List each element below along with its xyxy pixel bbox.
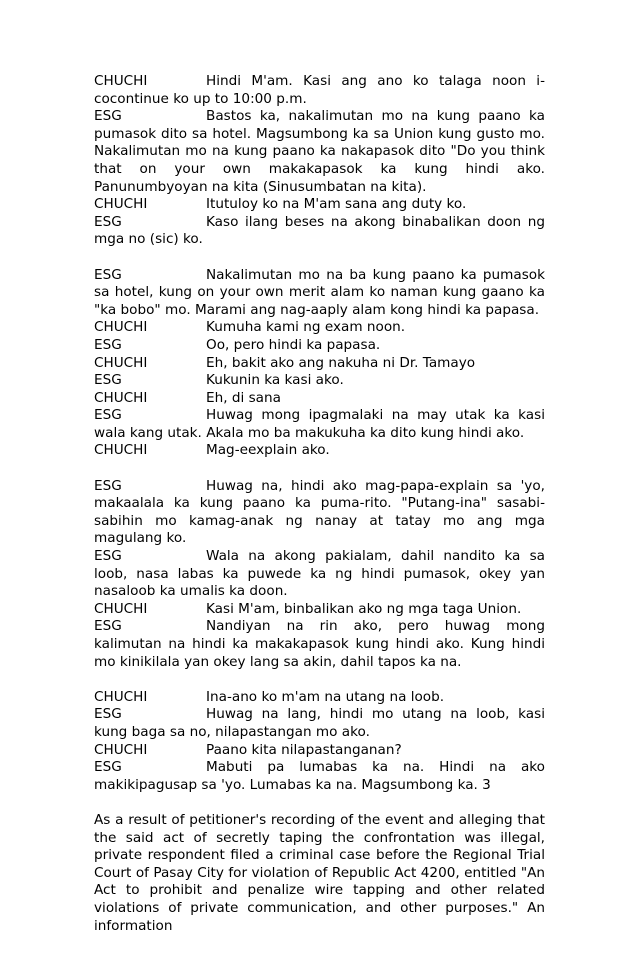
dialogue-text: Nakalimutan mo na ba kung paano ka pumasok sa hotel, kung on your own merit alam ko naman kung gaano ka "ka bobo" mo. Marami ang nag-aaply alam kong hindi ka papasa. bbox=[94, 266, 545, 318]
speaker-name: CHUCHI bbox=[94, 600, 148, 617]
speaker-name: ESG bbox=[94, 759, 122, 776]
dialogue-text: Huwag na, hindi ako mag-papa-explain sa 'yo, makaalala ka kung paano ka puma-rito. "Putang-ina" sasabi-sabihin mo kamag-anak ng nanay at tatay mo ang mga magulang ko. bbox=[94, 477, 545, 547]
dialogue-line bbox=[94, 214, 545, 249]
document-page bbox=[94, 73, 545, 935]
speaker-name: CHUCHI bbox=[94, 354, 148, 371]
dialogue-text: Paano kita nilapastanganan? bbox=[206, 741, 402, 758]
speaker-name: CHUCHI bbox=[94, 389, 148, 406]
dialogue-line bbox=[94, 319, 545, 337]
dialogue-line bbox=[94, 108, 545, 196]
dialogue-text: Mag-eexplain ako. bbox=[206, 442, 330, 459]
dialogue-block-4 bbox=[94, 689, 545, 795]
speaker-name: CHUCHI bbox=[94, 73, 148, 89]
speaker-name: ESG bbox=[94, 372, 122, 389]
dialogue-line bbox=[94, 337, 545, 355]
dialogue-line bbox=[94, 548, 545, 601]
dialogue-line bbox=[94, 407, 545, 442]
dialogue-text: Eh, bakit ako ang nakuha ni Dr. Tamayo bbox=[206, 354, 476, 371]
speaker-name: CHUCHI bbox=[94, 741, 148, 758]
dialogue-text: Kukunin ka kasi ako. bbox=[206, 372, 344, 389]
dialogue-line bbox=[94, 689, 545, 707]
speaker-name: CHUCHI bbox=[94, 442, 148, 459]
dialogue-text: Kasi M'am, binbalikan ako ng mga taga Union. bbox=[206, 600, 522, 617]
dialogue-text: Huwag mong ipagmalaki na may utak ka kasi wala kang utak. Akala mo ba makukuha ka dito kung hindi ako. bbox=[94, 407, 545, 441]
dialogue-line bbox=[94, 742, 545, 760]
dialogue-text: Eh, di sana bbox=[206, 389, 281, 406]
speaker-name: ESG bbox=[94, 706, 122, 723]
speaker-name: CHUCHI bbox=[94, 319, 148, 336]
dialogue-text: Ina-ano ko m'am na utang na loob. bbox=[206, 688, 445, 705]
dialogue-text: Kumuha kami ng exam noon. bbox=[206, 319, 406, 336]
speaker-name: ESG bbox=[94, 266, 122, 283]
dialogue-line bbox=[94, 372, 545, 390]
dialogue-text: Wala na akong pakialam, dahil nandito ka sa loob, nasa labas ka puwede ka ng hindi pumasok, okey yan nasaloob ka umalis ka doon. bbox=[94, 548, 545, 600]
dialogue-line bbox=[94, 759, 545, 794]
dialogue-text: Oo, pero hindi ka papasa. bbox=[206, 336, 381, 353]
dialogue-block-3 bbox=[94, 478, 545, 672]
dialogue-line bbox=[94, 601, 545, 619]
dialogue-line bbox=[94, 355, 545, 373]
speaker-name: CHUCHI bbox=[94, 196, 148, 213]
dialogue-line bbox=[94, 442, 545, 460]
speaker-name: ESG bbox=[94, 407, 122, 424]
speaker-name: ESG bbox=[94, 336, 122, 353]
dialogue-text: Itutuloy ko na M'am sana ang duty ko. bbox=[206, 196, 467, 213]
dialogue-line bbox=[94, 390, 545, 408]
dialogue-block-1 bbox=[94, 73, 545, 249]
dialogue-line bbox=[94, 73, 545, 108]
dialogue-line bbox=[94, 478, 545, 548]
speaker-name: ESG bbox=[94, 477, 122, 494]
speaker-name: ESG bbox=[94, 618, 122, 635]
speaker-name: ESG bbox=[94, 213, 122, 230]
dialogue-text: Nandiyan na rin ako, pero huwag mong kalimutan na hindi ka makakapasok kung hindi ako. Kung hindi mo kinikilala yan okey lang sa akin, dahil tapos ka na. bbox=[94, 618, 545, 670]
speaker-name: ESG bbox=[94, 548, 122, 565]
block-spacer bbox=[94, 794, 545, 812]
block-spacer bbox=[94, 671, 545, 689]
block-spacer bbox=[94, 249, 545, 267]
dialogue-text: Bastos ka, nakalimutan mo na kung paano ka pumasok dito sa hotel. Magsumbong ka sa Union kung gusto mo. Nakalimutan mo na kung paano ka nakapasok dito "Do you think that on your own makakapasok ka kung hindi ako. Panunumbyoyan na kita (Sinusumbatan na kita). bbox=[94, 108, 545, 195]
dialogue-text: Kaso ilang beses na akong binabalikan doon ng mga no (sic) ko. bbox=[94, 213, 545, 248]
dialogue-line bbox=[94, 706, 545, 741]
dialogue-text: Mabuti pa lumabas ka na. Hindi na ako makikipagusap sa 'yo. Lumabas ka na. Magsumbong ka. 3 bbox=[94, 759, 545, 793]
speaker-name: ESG bbox=[94, 108, 122, 125]
speaker-name: CHUCHI bbox=[94, 688, 148, 705]
dialogue-line bbox=[94, 618, 545, 671]
closing-paragraph: As a result of petitioner's recording of the event and alleging that the said act of secretly taping the confrontation was illegal, private respondent filed a criminal case before the Regional Trial Court of Pasay City for violation of Republic Act 4200, entitled "An Act to prohibit and penalize wire tapping and other related violations of private communication, and other purposes." An information bbox=[94, 811, 545, 934]
dialogue-text: Hindi M'am. Kasi ang ano ko talaga noon i-cocontinue ko up to 10:00 p.m. bbox=[94, 73, 545, 107]
block-spacer bbox=[94, 460, 545, 478]
dialogue-line bbox=[94, 196, 545, 214]
dialogue-text: Huwag na lang, hindi mo utang na loob, kasi kung baga sa no, nilapastangan mo ako. bbox=[94, 706, 545, 740]
dialogue-line bbox=[94, 267, 545, 320]
dialogue-block-2 bbox=[94, 267, 545, 461]
